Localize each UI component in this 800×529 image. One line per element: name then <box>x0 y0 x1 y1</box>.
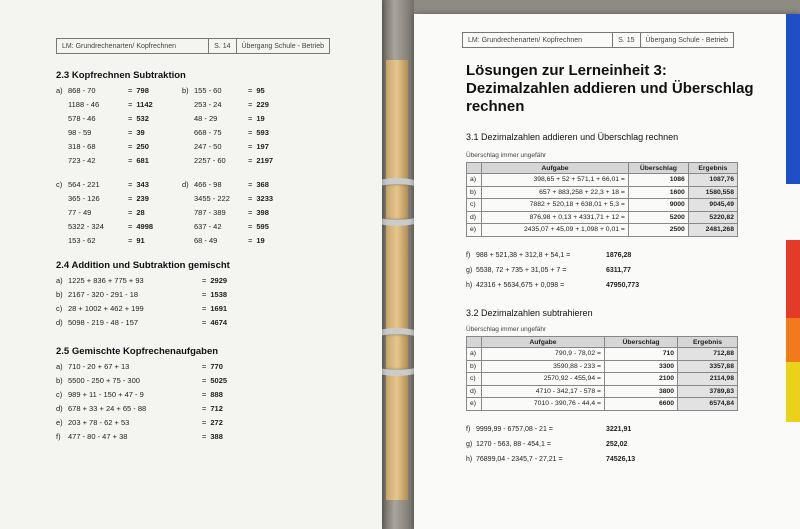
estimate-cell: 1086 <box>628 174 688 187</box>
exercise-expression: 28 + 1002 + 462 + 199 <box>68 304 144 313</box>
exercise-row <box>182 154 273 168</box>
exercise-expression: 5098 - 219 - 48 - 157 <box>68 318 139 327</box>
exercise-label: a) <box>56 362 63 371</box>
result-cell: 2114,98 <box>678 373 738 386</box>
exercise-expression: 98 - 59 <box>68 128 92 137</box>
equals-sign: = <box>202 318 207 327</box>
exercise-expression: 5322 - 324 <box>68 222 104 231</box>
column-header: Ergebnis <box>678 337 738 348</box>
table-row <box>467 348 738 361</box>
section-2-5-title: 2.5 Gemischte Kopfrechenaufgaben <box>56 346 219 357</box>
table-3-1 <box>466 162 738 237</box>
column-header: Überschlag <box>628 163 688 174</box>
exercise-expression: 1188 - 46 <box>68 100 100 109</box>
exercise-row <box>182 84 273 98</box>
extra-line <box>466 267 631 274</box>
equals-sign: = <box>128 194 133 203</box>
estimate-cell: 5200 <box>628 211 688 224</box>
exercise-expression: 153 - 62 <box>68 236 96 245</box>
equals-sign: = <box>248 142 253 151</box>
exercise-row <box>56 112 153 126</box>
table-3-2 <box>466 336 738 411</box>
exercise-row <box>182 126 273 140</box>
row-label: a) <box>467 348 482 361</box>
left-page-header <box>56 38 330 54</box>
result-cell: 9045,49 <box>688 199 737 212</box>
exercise-row <box>56 288 227 302</box>
exercise-answer: 2929 <box>210 276 228 285</box>
exercise-expression: 253 - 24 <box>194 100 222 109</box>
extra-result: 252,02 <box>606 441 628 448</box>
equals-sign: = <box>248 86 253 95</box>
equals-sign: = <box>202 404 207 413</box>
exercise-expression: 678 + 33 + 24 + 65 - 88 <box>68 404 147 413</box>
exercise-expression: 2167 - 320 - 291 - 18 <box>68 290 139 299</box>
extra-label: h) <box>466 456 473 463</box>
result-cell: 3789,83 <box>678 385 738 398</box>
table-row <box>467 373 738 386</box>
extra-result: 3221,91 <box>606 426 632 433</box>
row-label: a) <box>467 174 482 187</box>
exercise-label: d) <box>182 180 189 189</box>
header-topic: LM: Grundrechenarten/ Kopfrechnen <box>463 33 613 47</box>
exercise-answer: 388 <box>210 432 223 441</box>
row-label: e) <box>467 398 482 411</box>
exercise-row <box>182 220 273 234</box>
equals-sign: = <box>128 128 133 137</box>
estimate-cell: 3300 <box>604 360 677 373</box>
exercise-row <box>56 84 153 98</box>
exercise-expression: 466 - 98 <box>194 180 222 189</box>
exercise-answer: 712 <box>210 404 223 413</box>
task-cell: 657 + 883,258 + 22,3 + 18 = <box>482 186 629 199</box>
equals-sign: = <box>248 100 253 109</box>
section-3-2-note: Überschlag immer ungefähr <box>466 326 547 333</box>
extra-expression: 76899,04 - 2345,7 - 27,21 = <box>476 456 563 463</box>
binder-back-board <box>386 60 408 500</box>
exercise-expression: 2257 - 60 <box>194 156 226 165</box>
solutions-title: Lösungen zur Lerneinheit 3: Dezimalzahlen addieren und Überschlag rechnen <box>466 62 754 115</box>
exercise-row <box>56 316 227 330</box>
exercise-row <box>56 126 153 140</box>
exercise-row <box>56 402 227 416</box>
header-course: Übergang Schule - Betrieb <box>241 42 324 50</box>
equals-sign: = <box>128 222 133 231</box>
equals-sign: = <box>248 114 253 123</box>
estimate-cell: 1600 <box>628 186 688 199</box>
exercise-answer: 398 <box>256 208 269 217</box>
task-cell: 3590,88 - 233 = <box>482 360 605 373</box>
row-label: d) <box>467 385 482 398</box>
task-cell: 398,65 + 52 + 571,1 + 66,01 = <box>482 174 629 187</box>
exercise-row <box>56 192 153 206</box>
section-3-1-note: Überschlag immer ungefähr <box>466 152 547 159</box>
exercise-label: c) <box>56 390 63 399</box>
result-cell: 3357,88 <box>678 360 738 373</box>
section-2-4-title: 2.4 Addition und Subtraktion gemischt <box>56 260 230 271</box>
table-row <box>467 174 738 187</box>
result-cell: 712,88 <box>678 348 738 361</box>
right-page-header <box>462 32 734 48</box>
header-page-number: S. 14 <box>209 39 236 53</box>
exercise-answer: 3233 <box>256 194 274 203</box>
extra-line <box>466 426 631 433</box>
header-blank <box>467 337 482 348</box>
row-label: e) <box>467 224 482 237</box>
exercise-expression: 318 - 68 <box>68 142 96 151</box>
exercise-expression: 5500 - 250 + 75 - 300 <box>68 376 140 385</box>
table-row <box>467 360 738 373</box>
exercise-row <box>56 374 227 388</box>
exercise-answer: 595 <box>256 222 269 231</box>
exercise-label: b) <box>56 376 63 385</box>
register-tab <box>786 362 800 422</box>
exercise-row <box>182 206 273 220</box>
result-cell: 6574,84 <box>678 398 738 411</box>
exercise-row <box>56 234 153 248</box>
task-cell: 4710 - 342,17 - 578 = <box>482 385 605 398</box>
exercise-row <box>56 302 227 316</box>
result-cell: 1580,558 <box>688 186 737 199</box>
exercise-row <box>56 140 153 154</box>
extra-result: 1876,28 <box>606 252 632 259</box>
exercise-expression: 564 - 221 <box>68 180 100 189</box>
task-cell: 7010 - 390,76 - 44,4 = <box>482 398 605 411</box>
header-course: Übergang Schule - Betrieb <box>645 36 728 44</box>
exercise-answer: 593 <box>256 128 269 137</box>
equals-sign: = <box>128 236 133 245</box>
equals-sign: = <box>248 194 253 203</box>
exercise-label: b) <box>56 290 63 299</box>
equals-sign: = <box>202 432 207 441</box>
extra-label: f) <box>466 252 471 259</box>
exercise-expression: 1225 + 836 + 775 + 93 <box>68 276 144 285</box>
left-page <box>0 0 382 529</box>
exercise-row <box>182 112 273 126</box>
exercise-answer: 343 <box>136 180 149 189</box>
exercise-answer: 197 <box>256 142 269 151</box>
exercise-label: a) <box>56 86 63 95</box>
exercise-answer: 5025 <box>210 376 228 385</box>
task-cell: 790,9 - 78,02 = <box>482 348 605 361</box>
exercise-expression: 868 - 70 <box>68 86 96 95</box>
equals-sign: = <box>128 156 133 165</box>
exercise-label: a) <box>56 276 63 285</box>
estimate-cell: 9000 <box>628 199 688 212</box>
exercise-expression: 787 - 389 <box>194 208 226 217</box>
exercise-row <box>56 430 227 444</box>
exercise-answer: 4998 <box>136 222 154 231</box>
estimate-cell: 3800 <box>604 385 677 398</box>
result-cell: 1087,76 <box>688 174 737 187</box>
column-header: Ergebnis <box>688 163 737 174</box>
equals-sign: = <box>202 290 207 299</box>
row-label: b) <box>467 360 482 373</box>
exercise-label: c) <box>56 180 63 189</box>
exercise-expression: 48 - 29 <box>194 114 218 123</box>
result-cell: 2481,268 <box>688 224 737 237</box>
equals-sign: = <box>202 304 207 313</box>
table-row <box>467 211 738 224</box>
exercise-2-4 <box>56 274 227 330</box>
exercise-2-3-c <box>56 178 153 248</box>
exercise-row <box>56 154 153 168</box>
table-row <box>467 224 738 237</box>
extra-label: f) <box>466 426 471 433</box>
equals-sign: = <box>202 276 207 285</box>
exercise-expression: 203 + 78 - 62 + 53 <box>68 418 130 427</box>
task-cell: 2570,92 - 455,94 = <box>482 373 605 386</box>
exercise-answer: 95 <box>256 86 265 95</box>
exercise-expression: 578 - 46 <box>68 114 96 123</box>
exercise-row <box>182 234 273 248</box>
header-page-number: S. 15 <box>613 33 640 47</box>
section-3-2-title: 3.2 Dezimalzahlen subtrahieren <box>466 308 593 318</box>
extra-line <box>466 252 631 259</box>
exercise-expression: 247 - 50 <box>194 142 222 151</box>
header-topic: LM: Grundrechenarten/ Kopfrechnen <box>57 39 209 53</box>
equals-sign: = <box>248 222 253 231</box>
estimate-cell: 2500 <box>628 224 688 237</box>
equals-sign: = <box>128 86 133 95</box>
exercise-expression: 989 + 11 - 150 + 47 - 9 <box>68 390 144 399</box>
column-header: Aufgabe <box>482 163 629 174</box>
extra-line <box>466 441 627 448</box>
row-label: b) <box>467 186 482 199</box>
estimate-cell: 2100 <box>604 373 677 386</box>
exercise-answer: 91 <box>136 236 145 245</box>
equals-sign: = <box>248 180 253 189</box>
exercise-2-3-a <box>56 84 153 168</box>
exercise-label: e) <box>56 418 63 427</box>
table-row <box>467 199 738 212</box>
register-tab <box>786 318 800 362</box>
register-tab <box>786 14 800 184</box>
exercise-answer: 532 <box>136 114 149 123</box>
equals-sign: = <box>248 236 253 245</box>
exercise-row <box>56 360 227 374</box>
result-cell: 5220,82 <box>688 211 737 224</box>
extra-result: 47950,773 <box>606 282 640 289</box>
extra-line <box>466 456 635 463</box>
exercise-row <box>182 140 273 154</box>
extra-expression: 9999,99 - 6757,08 - 21 = <box>476 426 553 433</box>
exercise-answer: 19 <box>256 236 265 245</box>
equals-sign: = <box>202 376 207 385</box>
exercise-answer: 28 <box>136 208 145 217</box>
exercise-row <box>182 178 273 192</box>
exercise-answer: 1142 <box>136 100 153 109</box>
exercise-label: c) <box>56 304 63 313</box>
exercise-expression: 710 - 20 + 67 + 13 <box>68 362 130 371</box>
row-label: c) <box>467 199 482 212</box>
header-blank <box>467 163 482 174</box>
exercise-expression: 637 - 42 <box>194 222 222 231</box>
exercise-expression: 723 - 42 <box>68 156 96 165</box>
exercise-answer: 368 <box>256 180 269 189</box>
exercise-answer: 1691 <box>210 304 228 313</box>
exercise-expression: 68 - 49 <box>194 236 218 245</box>
exercise-expression: 155 - 60 <box>194 86 222 95</box>
exercise-answer: 798 <box>136 86 149 95</box>
exercise-answer: 4674 <box>210 318 228 327</box>
exercise-expression: 77 - 49 <box>68 208 92 217</box>
exercise-answer: 229 <box>256 100 269 109</box>
exercise-expression: 477 - 80 - 47 + 38 <box>68 432 128 441</box>
equals-sign: = <box>248 128 253 137</box>
exercise-row <box>56 388 227 402</box>
equals-sign: = <box>202 362 207 371</box>
equals-sign: = <box>128 208 133 217</box>
exercise-answer: 239 <box>136 194 149 203</box>
table-row <box>467 398 738 411</box>
equals-sign: = <box>202 418 207 427</box>
extra-expression: 42316 + 5634,675 + 0,098 = <box>476 282 565 289</box>
exercise-answer: 39 <box>136 128 145 137</box>
extra-result: 74526,13 <box>606 456 636 463</box>
exercise-row <box>182 192 273 206</box>
exercise-2-3-d <box>182 178 273 248</box>
table-header-row <box>467 337 738 348</box>
exercise-row <box>182 98 273 112</box>
exercise-2-5 <box>56 360 227 444</box>
equals-sign: = <box>248 208 253 217</box>
equals-sign: = <box>128 180 133 189</box>
estimate-cell: 710 <box>604 348 677 361</box>
task-cell: 876,98 + 0,13 + 4331,71 + 12 = <box>482 211 629 224</box>
exercise-row <box>56 178 153 192</box>
exercise-row <box>56 416 227 430</box>
column-header: Aufgabe <box>482 337 605 348</box>
exercise-answer: 770 <box>210 362 223 371</box>
section-3-1-title: 3.1 Dezimalzahlen addieren und Überschlag rechnen <box>466 132 679 142</box>
exercise-label: b) <box>182 86 189 95</box>
extra-expression: 5538, 72 + 735 + 31,05 + 7 = <box>476 267 567 274</box>
exercise-expression: 3455 - 222 <box>194 194 230 203</box>
exercise-answer: 888 <box>210 390 223 399</box>
row-label: c) <box>467 373 482 386</box>
exercise-answer: 19 <box>256 114 265 123</box>
task-cell: 7882 + 520,18 + 638,01 + 5,3 = <box>482 199 629 212</box>
table-row <box>467 385 738 398</box>
estimate-cell: 6600 <box>604 398 677 411</box>
section-2-3-title: 2.3 Kopfrechnen Subtraktion <box>56 70 186 81</box>
exercise-expression: 365 - 126 <box>68 194 100 203</box>
exercise-label: f) <box>56 432 61 441</box>
equals-sign: = <box>248 156 253 165</box>
exercise-row <box>56 98 153 112</box>
equals-sign: = <box>202 390 207 399</box>
exercise-answer: 2197 <box>256 156 274 165</box>
extra-expression: 1270 - 563, 88 - 454,1 = <box>476 441 551 448</box>
exercise-row <box>56 274 227 288</box>
exercise-row <box>56 206 153 220</box>
exercise-row <box>56 220 153 234</box>
extra-expression: 988 + 521,38 + 312,8 + 54,1 = <box>476 252 571 259</box>
exercise-label: d) <box>56 404 63 413</box>
extra-label: g) <box>466 267 473 274</box>
exercise-label: d) <box>56 318 63 327</box>
table-row <box>467 186 738 199</box>
exercise-answer: 681 <box>136 156 149 165</box>
extra-label: h) <box>466 282 473 289</box>
column-header: Überschlag <box>604 337 677 348</box>
exercise-2-3-b <box>182 84 273 168</box>
row-label: d) <box>467 211 482 224</box>
table-header-row <box>467 163 738 174</box>
task-cell: 2435,07 + 45,09 + 1,098 + 0,01 = <box>482 224 629 237</box>
extra-label: g) <box>466 441 473 448</box>
exercise-answer: 250 <box>136 142 149 151</box>
equals-sign: = <box>128 114 133 123</box>
extra-result: 6311,77 <box>606 267 631 274</box>
extra-line <box>466 282 639 289</box>
exercise-answer: 272 <box>210 418 223 427</box>
exercise-expression: 668 - 75 <box>194 128 222 137</box>
exercise-answer: 1538 <box>210 290 228 299</box>
equals-sign: = <box>128 142 133 151</box>
equals-sign: = <box>128 100 133 109</box>
